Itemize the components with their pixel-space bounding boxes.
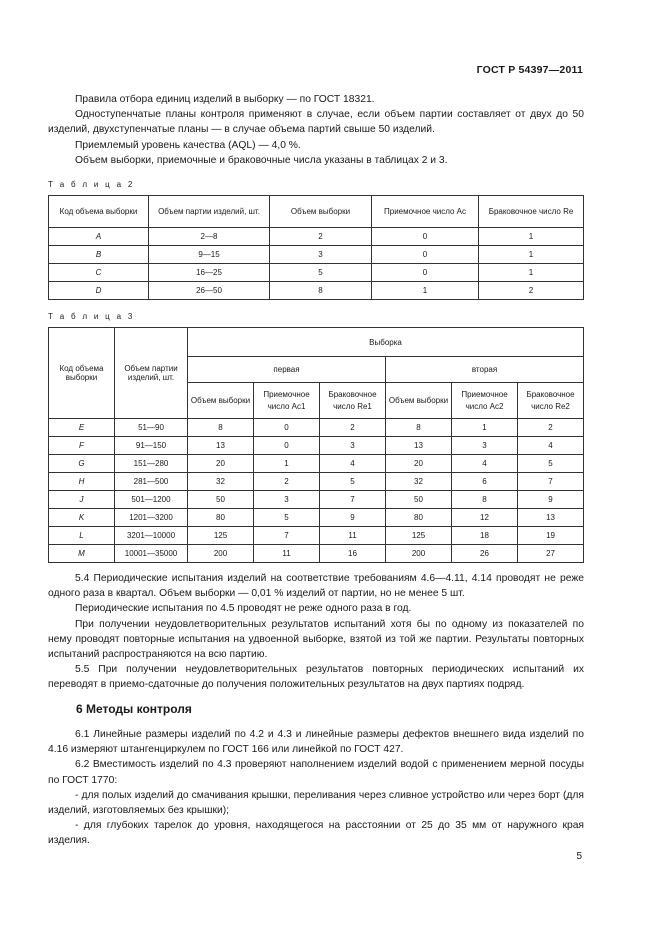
table-cell: 5 [270,264,372,282]
body-paragraph: - для полых изделий до смачивания крышки, переливания через сливное устройство или через борт (для изделий, изготовляемых без крышки); [48,789,584,817]
table-cell: 16—25 [149,264,270,282]
table-cell: 50 [188,491,254,509]
table3-header-cell: Браковочное число Re2 [518,383,584,419]
table-row [49,228,584,246]
table-cell: 26—50 [149,282,270,300]
table-cell: 8 [386,419,452,437]
table-cell: 1 [479,264,584,282]
table-cell: 8 [452,491,518,509]
table3-header-cell: первая [188,357,386,383]
table-cell: 1 [452,419,518,437]
table-cell: 2 [479,282,584,300]
table-cell: 13 [188,437,254,455]
table2 [48,195,584,300]
table-cell: 32 [188,473,254,491]
table-cell: 5 [254,509,320,527]
table-cell: H [49,473,115,491]
table-cell: 1 [372,282,479,300]
table-cell: 3 [320,437,386,455]
table-cell: 26 [452,545,518,563]
table-cell: 1201—3200 [115,509,188,527]
table-cell: 18 [452,527,518,545]
intro-block [48,92,584,168]
table-cell: 151—280 [115,455,188,473]
table-row [49,419,584,437]
table-cell: 8 [270,282,372,300]
table-cell: L [49,527,115,545]
table-row [49,246,584,264]
intro-paragraph: Правила отбора единиц изделий в выборку — по ГОСТ 18321. [75,94,375,105]
table-cell: 3 [452,437,518,455]
body-paragraph: - для глубоких тарелок до уровня, находящегося на расстоянии от 25 до 35 мм от наружного края изделия. [48,820,584,847]
table-cell: 13 [386,437,452,455]
table-cell: B [49,246,149,264]
table-row [49,437,584,455]
table-row [49,264,584,282]
table-cell: 91—150 [115,437,188,455]
body-paragraph: 6.2 Вместимость изделий по 4.3 проверяют наполнением изделий водой с применением мерной посуды по ГОСТ 1770: [48,759,584,786]
table-cell: 80 [386,509,452,527]
table-cell: 125 [386,527,452,545]
table-cell: 10001—35000 [115,545,188,563]
table-cell: 13 [518,509,584,527]
table-cell: 19 [518,527,584,545]
table-cell: 3201—10000 [115,527,188,545]
table-cell: 281—500 [115,473,188,491]
table2-header-cell: Приемочное число Ac [372,196,479,228]
table-cell: 4 [518,437,584,455]
table3-body [49,419,584,563]
table-cell: 1 [254,455,320,473]
table-cell: 7 [320,491,386,509]
table-cell: 51—90 [115,419,188,437]
table-row [49,527,584,545]
table3 [48,327,584,563]
table-cell: F [49,437,115,455]
table-cell: 8 [188,419,254,437]
table3-header-cell: Приемочное число Ac1 [254,383,320,419]
table-cell: 0 [372,246,479,264]
table-cell: 2 [270,228,372,246]
table-cell: 20 [188,455,254,473]
table-cell: 9 [320,509,386,527]
page-number: 5 [576,851,582,862]
table-cell: 12 [452,509,518,527]
table-cell: M [49,545,115,563]
table-row [49,509,584,527]
table-cell: K [49,509,115,527]
table-cell: 6 [452,473,518,491]
table3-header-cell: Браковочное число Re1 [320,383,386,419]
table3-header-cell: вторая [386,357,584,383]
periodic-tests-block [48,571,584,693]
table-cell: 200 [386,545,452,563]
body-paragraph: При получении неудовлетворительных результатов испытаний хотя бы по одному из показателей по нему проводят повторные испытания на удвоенной выборке, взятой из той же партии. Результаты повторных испытаний распространяются на всю партию. [48,618,584,661]
table-cell: 50 [386,491,452,509]
body-paragraph: 5.4 Периодические испытания изделий на соответствие требованиям 4.6—4.11, 4.14 проводят не реже одного раза в квартал. Объем выборки — 0,01 % изделий от партии, но не менее 5 шт. [48,573,584,600]
table3-header-row [49,328,584,357]
table-cell: 20 [386,455,452,473]
table-cell: 0 [254,437,320,455]
table-row [49,455,584,473]
table-cell: 80 [188,509,254,527]
table-cell: 125 [188,527,254,545]
table-cell: 1 [479,228,584,246]
table-cell: 2 [518,419,584,437]
table2-header-cell: Браковочное число Re [479,196,584,228]
table-cell: 1 [479,246,584,264]
table-cell: 4 [452,455,518,473]
table-cell: G [49,455,115,473]
body-paragraph: 5.5 При получении неудовлетворительных результатов повторных периодических испытаний их переводят в приемо-сдаточные до получения положительных результатов на двух партиях подряд. [48,664,584,691]
table-cell: 2 [320,419,386,437]
table2-header-row [49,196,584,228]
table-cell: A [49,228,149,246]
table3-caption: Т а б л и ц а 3 [48,312,135,321]
table3-header-cell: Выборка [188,328,584,357]
methods-block [48,727,584,849]
table3-header-cell: Приемочное число Ac2 [452,383,518,419]
body-paragraph: Периодические испытания по 4.5 проводят не реже одного раза в год. [75,603,412,615]
intro-paragraph: Одноступенчатые планы контроля применяют в случае, если объем партии составляет от двух до 50 изделий, двухступенчатые планы — в случае объема партий свыше 50 изделий. [48,109,584,136]
table3-header-cell: Код объема выборки [49,328,115,419]
table-cell: 16 [320,545,386,563]
table-cell: 200 [188,545,254,563]
table-cell: 5 [320,473,386,491]
table-cell: 11 [320,527,386,545]
table-row [49,545,584,563]
table-cell: 27 [518,545,584,563]
table-cell: 11 [254,545,320,563]
table-cell: J [49,491,115,509]
table-cell: C [49,264,149,282]
table-cell: 32 [386,473,452,491]
table-cell: 2 [254,473,320,491]
table2-caption: Т а б л и ц а 2 [48,180,135,189]
table-cell: 7 [518,473,584,491]
table-row [49,491,584,509]
table3-header-cell: Объем выборки [188,383,254,419]
table2-header-cell: Объем выборки [270,196,372,228]
table-cell: 2—8 [149,228,270,246]
table-cell: 0 [254,419,320,437]
table-cell: D [49,282,149,300]
intro-paragraph: Объем выборки, приемочные и браковочные числа указаны в таблицах 2 и 3. [75,154,448,166]
table-row [49,473,584,491]
table-cell: 3 [254,491,320,509]
table-cell: 501—1200 [115,491,188,509]
table-cell: E [49,419,115,437]
document-header: ГОСТ Р 54397—2011 [476,64,583,76]
table-cell: 5 [518,455,584,473]
table3-header-cell: Объем выборки [386,383,452,419]
table3-header-cell: Объем партии изделий, шт. [115,328,188,419]
section-heading: 6 Методы контроля [76,702,192,716]
table-row [49,282,584,300]
table-cell: 7 [254,527,320,545]
body-paragraph: 6.1 Линейные размеры изделий по 4.2 и 4.3 и линейные размеры дефектов внешнего вида изделий по 4.16 измеряют штангенциркулем по ГОСТ 166 или линейкой по ГОСТ 427. [48,729,584,756]
table-cell: 0 [372,228,479,246]
table-cell: 0 [372,264,479,282]
table2-header-cell: Код объема выборки [49,196,149,228]
table-cell: 4 [320,455,386,473]
intro-paragraph: Приемлемый уровень качества (AQL) — 4,0 %. [75,139,301,151]
table-cell: 9 [518,491,584,509]
table-cell: 3 [270,246,372,264]
table2-header-cell: Объем партии изделий, шт. [149,196,270,228]
table-cell: 9—15 [149,246,270,264]
